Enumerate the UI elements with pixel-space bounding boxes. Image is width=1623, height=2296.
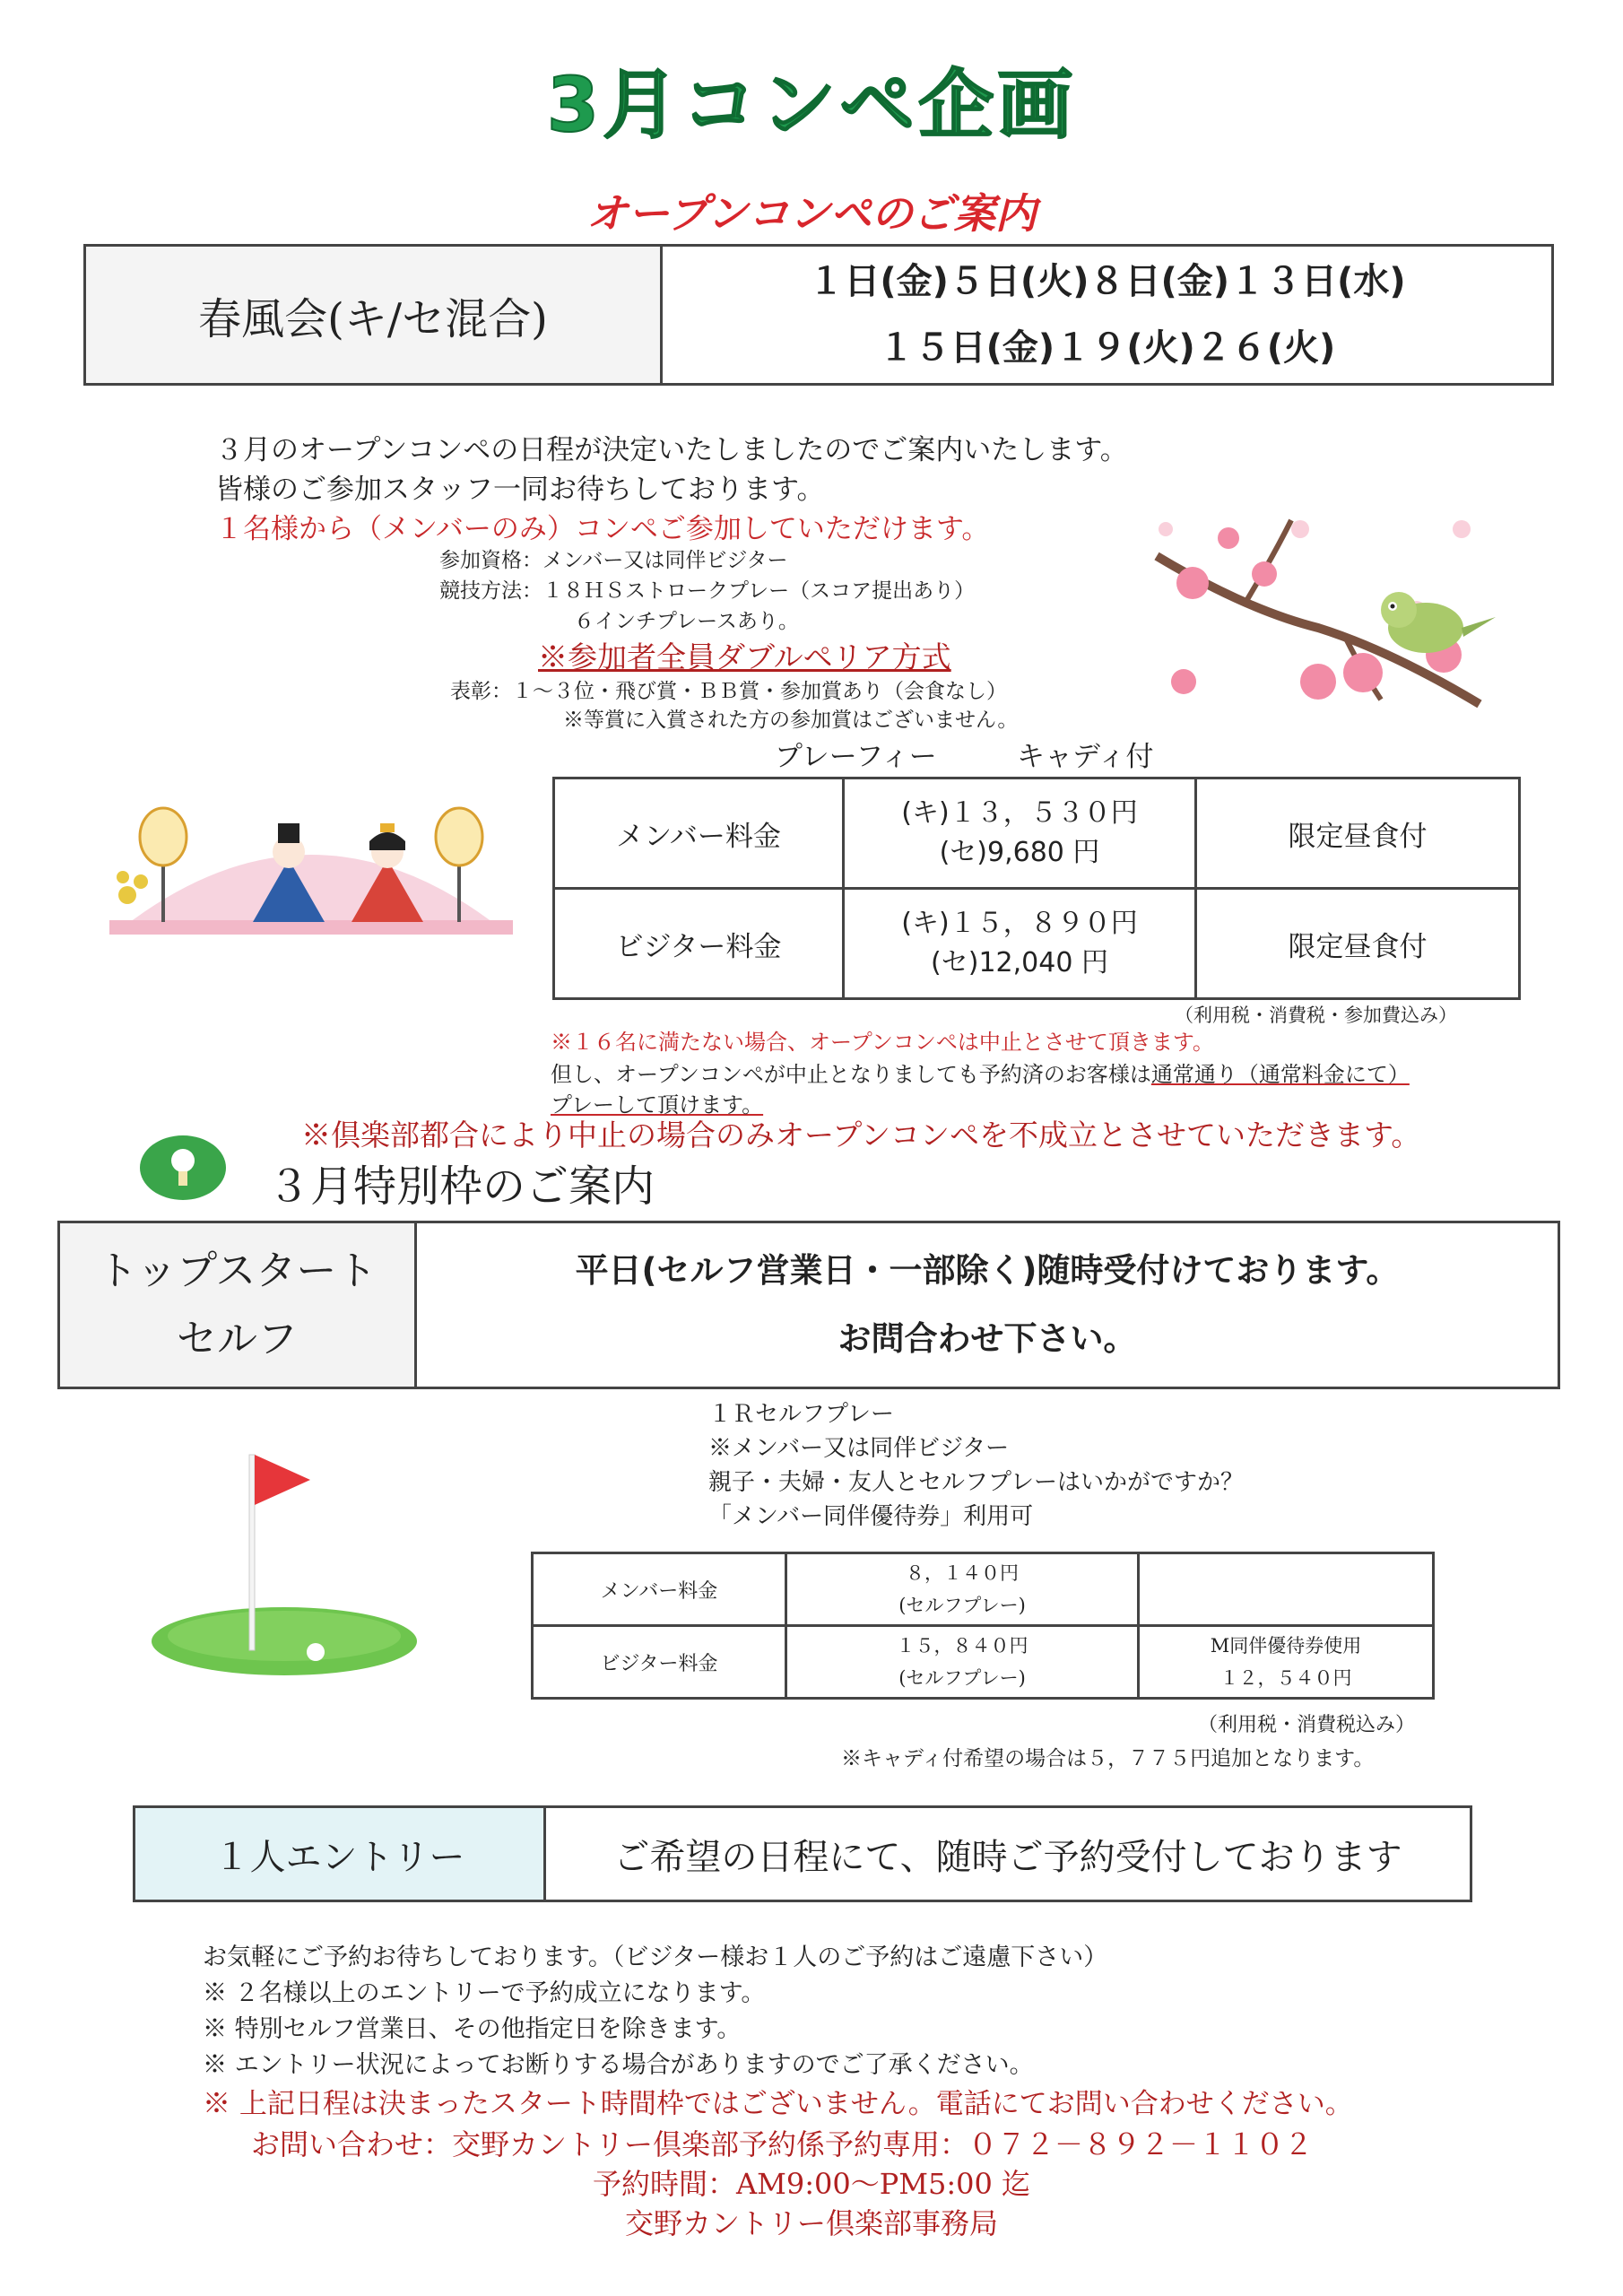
event-dates-line2: １５日(金)１９(火)２６(火) — [878, 327, 1336, 369]
caddie-note: ※キャディ付希望の場合は５，７７５円追加となります。 — [841, 1747, 1375, 1770]
plum-blossom-bird-illustration — [1139, 502, 1497, 718]
reservation-hours: 予約時間：AM9:00～PM5:00 迄 — [592, 2167, 1031, 2201]
fee-price-caddie: (キ)１５，８９０円 — [901, 908, 1138, 939]
fee-note: 限定昼食付 — [1288, 930, 1428, 963]
peoria-note: ※参加者全員ダブルペリア方式 — [538, 639, 951, 674]
fee-label: メンバー料金 — [600, 1579, 718, 1603]
special-box — [57, 1221, 1560, 1389]
entry-note: ※ 特別セルフ営業日、その他指定日を除きます。 — [203, 2015, 742, 2043]
special-info-3: 親子・夫婦・友人とセルフプレーはいかがですか？ — [708, 1469, 1244, 1496]
fee-sub: (セルフプレー) — [898, 1667, 1026, 1689]
cancel-note: ※１６名に満たない場合、オープンコンペは中止とさせて頂きます。 — [551, 1030, 1214, 1055]
awards-text: 表彰：１～３位・飛び賞・ＢＢ賞・参加賞あり（会食なし） — [450, 680, 1007, 703]
fee-note: 限定昼食付 — [1288, 820, 1428, 853]
method-text-2: ６インチプレースあり。 — [574, 610, 799, 633]
fee-header-caddie: キャディ付 — [1017, 741, 1154, 773]
awards-note: ※等賞に入賞された方の参加賞はございません。 — [563, 709, 1019, 732]
open-comp-fee-table — [552, 777, 1521, 1000]
open-comp-box — [83, 244, 1554, 386]
page-subtitle: オープンコンペのご案内 — [586, 189, 1037, 238]
entry-red-note: ※ 上記日程は決まったスタート時間枠ではございません。電話にてお問い合わせください。 — [203, 2088, 1353, 2120]
event-dates-line1: １日(金)５日(火)８日(金)１３日(水) — [808, 261, 1406, 302]
club-note: ※倶楽部都合により中止の場合のみオープンコンペを不成立とさせていただきます。 — [301, 1118, 1421, 1152]
entry-note: ※ ２名様以上のエントリーで予約成立になります。 — [203, 1979, 766, 2007]
fee-note-1: M同伴優待券使用 — [1210, 1635, 1362, 1657]
special-info-1: １Ｒセルフプレー — [708, 1401, 894, 1428]
entry-note: お気軽にご予約お待ちしております。（ビジター様お１人のご予約はご遠慮下さい） — [203, 1944, 1108, 1971]
self-tax-note: （利用税・消費税込み） — [1198, 1714, 1416, 1736]
fee-price: ８，１４０円 — [906, 1562, 1019, 1584]
entry-note: ※ エントリー状況によってお断りする場合がありますのでご了承ください。 — [203, 2051, 1034, 2079]
fee-note-2: １２，５４０円 — [1219, 1667, 1352, 1689]
special-heading: ３月特別枠のご案内 — [267, 1161, 655, 1212]
fee-price: １５，８４０円 — [896, 1635, 1028, 1657]
special-info-2: ※メンバー又は同伴ビジター — [708, 1435, 1010, 1462]
special-desc-2: お問合わせ下さい。 — [838, 1319, 1137, 1358]
intro-line1: ３月のオープンコンペの日程が決定いたしましたのでご案内いたします。 — [215, 434, 1128, 466]
intro-line3: １名様から（メンバーのみ）コンペご参加していただけます。 — [215, 513, 990, 545]
fee-label: ビジター料金 — [600, 1652, 718, 1675]
entry-box — [133, 1805, 1472, 1902]
open-comp-tax-note: （利用税・消費税・参加費込み） — [1175, 1004, 1457, 1026]
event-name: 春風会(キ/セ混合) — [198, 293, 548, 344]
entry-desc: ご希望の日程にて、随時ご予約受付しております — [613, 1836, 1402, 1878]
contact-info: お問い合わせ：交野カントリー倶楽部予約係予約専用：０７２－８９２－１１０２ — [251, 2127, 1314, 2161]
golf-ball-icon — [138, 1134, 228, 1202]
fee-price-self: (セ)9,680 円 — [939, 837, 1100, 868]
self-fee-table — [531, 1552, 1435, 1700]
special-info-4: 「メンバー同伴優待券」利用可 — [708, 1503, 1034, 1530]
cancel-note-2: 但し、オープンコンペが中止となりましても予約済のお客様は通常通り（通常料金にて） — [551, 1062, 1410, 1087]
special-desc-1: 平日(セルフ営業日・一部除く)随時受付けております。 — [575, 1251, 1400, 1290]
method-text: 競技方法：１８ＨＳストロークプレー（スコア提出あり） — [439, 579, 976, 603]
intro-line2: 皆様のご参加スタッフ一同お待ちしております。 — [215, 474, 825, 506]
hina-dolls-illustration — [100, 787, 522, 936]
cancel-note-3: プレーして頂けます。 — [551, 1092, 764, 1118]
fee-sub: (セルフプレー) — [898, 1595, 1026, 1616]
fee-header-playfee: プレーフィー — [775, 741, 937, 773]
page-title: 3月コンペ企画 — [546, 61, 1077, 149]
golf-flag-green-illustration — [149, 1444, 420, 1677]
fee-price-caddie: (キ)１３，５３０円 — [901, 797, 1138, 829]
fee-label: ビジター料金 — [615, 930, 782, 963]
entry-label: １人エントリー — [213, 1836, 465, 1878]
special-label-2: セルフ — [176, 1315, 298, 1362]
fee-label: メンバー料金 — [616, 820, 781, 853]
special-label-1: トップスタート — [97, 1247, 378, 1294]
fee-price-self: (セ)12,040 円 — [931, 947, 1108, 978]
eligibility-text: 参加資格：メンバー又は同伴ビジター — [439, 549, 788, 572]
office-name: 交野カントリー倶楽部事務局 — [624, 2206, 998, 2240]
